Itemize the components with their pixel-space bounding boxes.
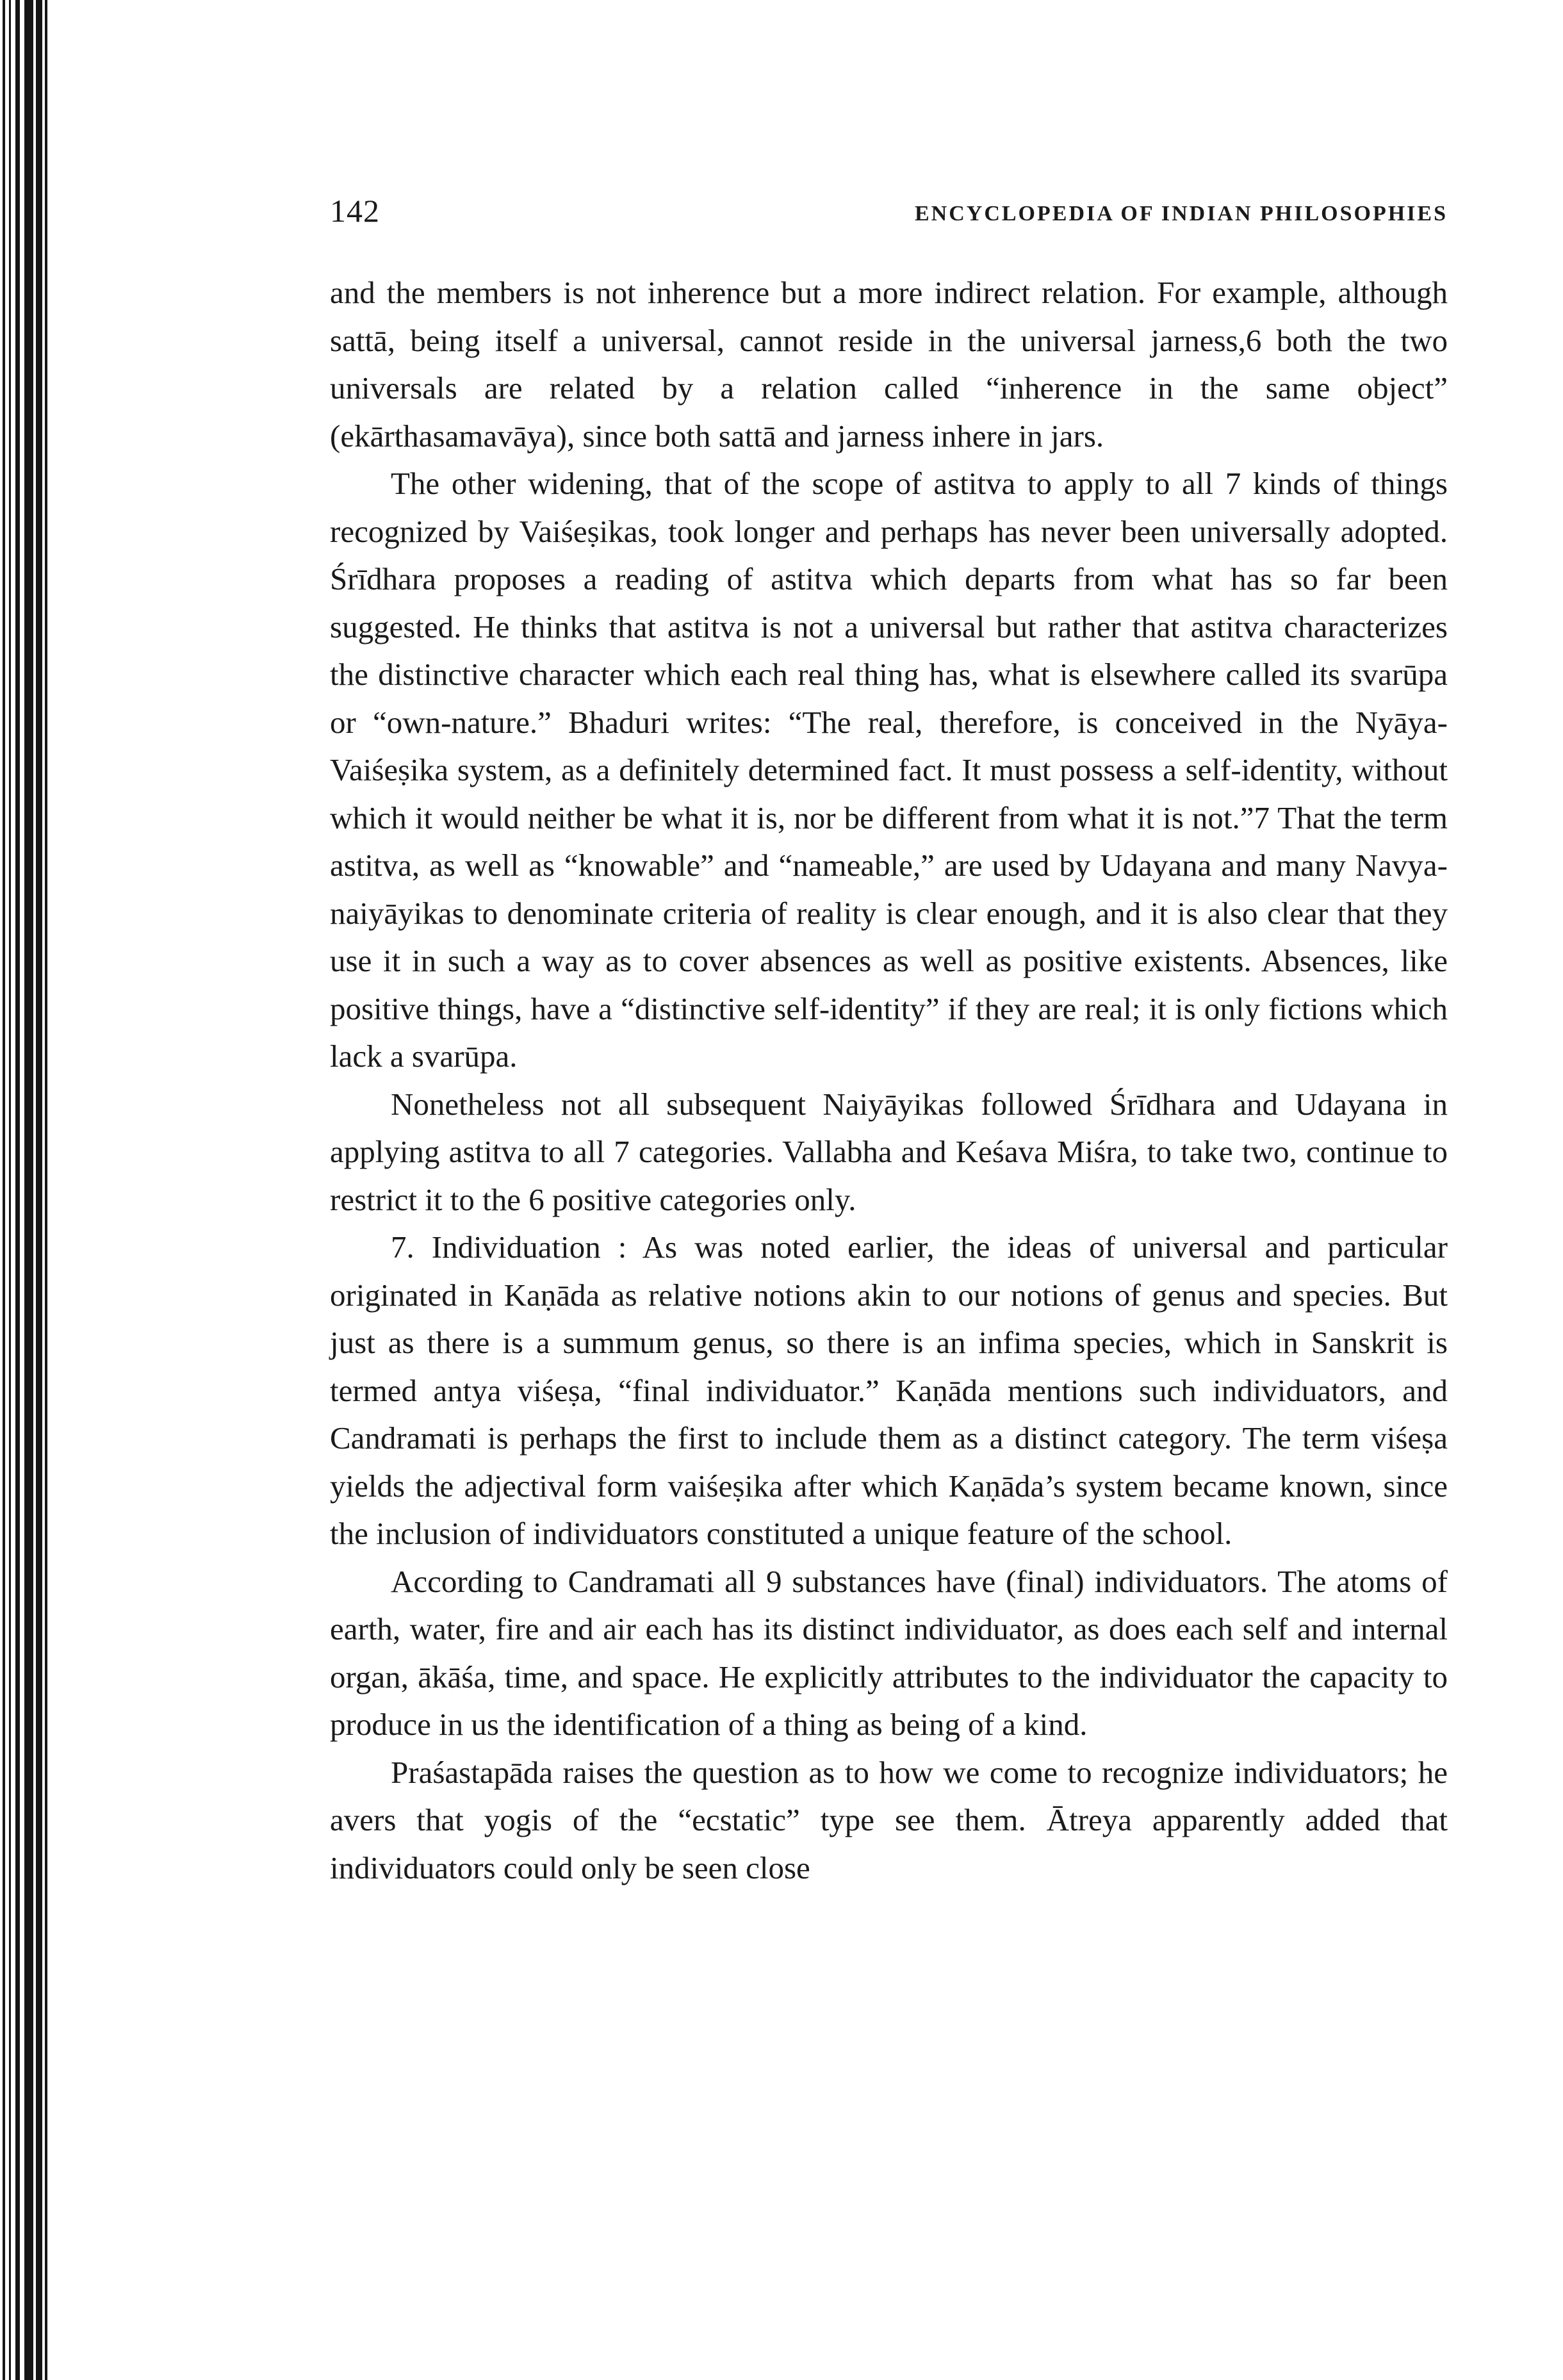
page-number: 142 (330, 193, 380, 229)
page-header (330, 186, 1448, 243)
body-text (330, 269, 1448, 1892)
paragraph-continued: and the members is not inherence but a more indirect relation. For example, although sattā, being itself a universal, cannot reside in the universal jarness,6 both the two universals are related by a relation called “inherence in the same object” (ekārthasamavāya), since both sattā and jarness inhere in jars. (330, 275, 1448, 454)
running-head: ENCYCLOPEDIA OF INDIAN PHILOSOPHIES (914, 202, 1448, 226)
paragraph-naiyayikas: Nonetheless not all subsequent Naiyāyikas followed Śrīdhara and Udayana in applying astitva to all 7 categories. Vallabha and Keśava Miśra, to take two, continue to restrict it to the 6 positive categories only. (330, 1086, 1448, 1217)
scanned-binding-edge (0, 0, 54, 2380)
paragraph-prasastapada: Praśastapāda raises the question as to how we come to recognize individuators; he avers that yogis of the “ecstatic” type see them. Ātreya apparently added that individuators could only be seen close (330, 1754, 1448, 1885)
paragraph-individuation: 7. Individuation : As was noted earlier, the ideas of universal and particular originated in Kaṇāda as relative notions akin to our notions of genus and species. But just as there is a summum genus, so there is an infima species, which in Sanskrit is termed antya viśeṣa, “final individuator.” Kaṇāda mentions such individuators, and Candramati is perhaps the first to include them as a distinct category. The term viśeṣa yields the adjectival form vaiśeṣika after which Kaṇāda’s system became known, since the inclusion of individuators constituted a unique feature of the school. (330, 1229, 1448, 1551)
paragraph-astitva-widening: The other widening, that of the scope of astitva to apply to all 7 kinds of things recognized by Vaiśeṣikas, took longer and perhaps has never been universally adopted. Śrīdhara proposes a reading of astitva which departs from what has so far been suggested. He thinks that astitva is not a universal but rather that astitva characterizes the distinctive character which each real thing has, what is elsewhere called its svarūpa or “own-nature.” Bhaduri writes: “The real, therefore, is conceived in the Nyāya-Vaiśeṣika system, as a definitely determined fact. It must possess a self-identity, without which it would neither be what it is, nor be different from what it is not.”7 That the term astitva, as well as “knowable” and “nameable,” are used by Udayana and many Navya-naiyāyikas to denominate criteria of reality is clear enough, and it is also clear that they use it in such a way as to cover absences as well as positive existents. Absences, like positive things, have a “distinctive self-identity” if they are real; it is only fictions which lack a svarūpa. (330, 466, 1448, 1074)
paragraph-candramati: According to Candramati all 9 substances have (final) individuators. The atoms of earth, water, fire and air each has its distinct individuator, as does each self and internal organ, ākāśa, time, and space. He explicitly attributes to the individuator the capacity to produce in us the identification of a thing as being of a kind. (330, 1563, 1448, 1742)
